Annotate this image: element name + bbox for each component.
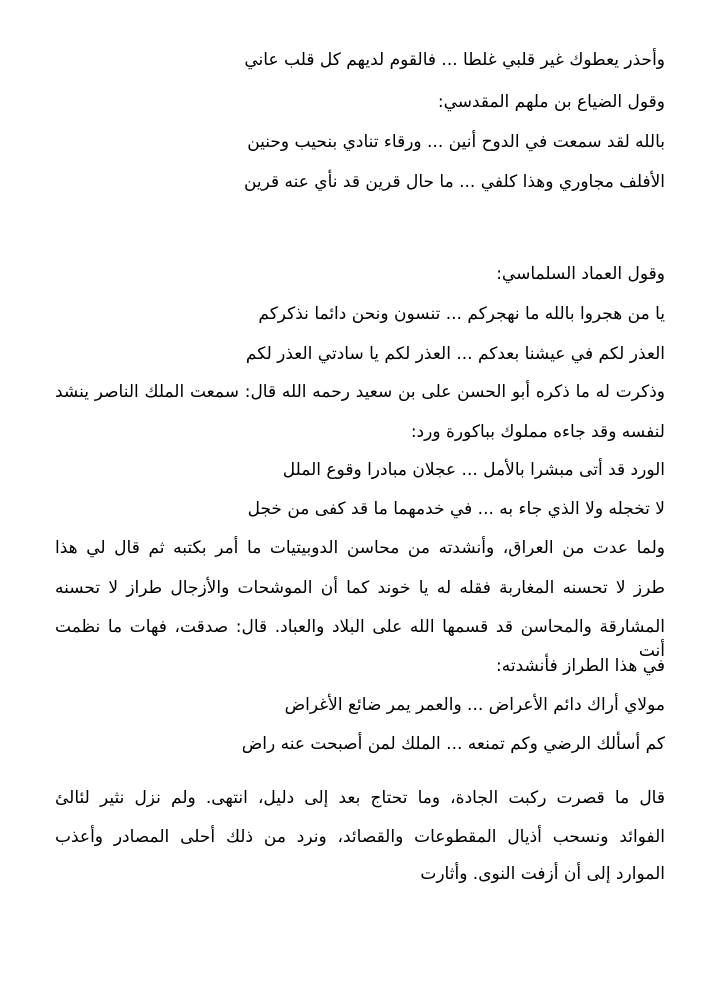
verse-line: وأحذر يعطوك غير قلبي غلطا ... فالقوم لديهم كل قلب عاني — [244, 50, 665, 70]
paragraph-line: المشارقة والمحاسن قد قسمها الله على البلاد والعباد. قال: صدقت، فهات ما نظمت أنت — [55, 617, 665, 661]
verse-line: بالله لقد سمعت في الدوح أنين ... ورقاء تنادي بنحيب وحنين — [247, 132, 665, 152]
verse-line: يا من هجروا بالله ما نهجركم ... تنسون ونحن دائما نذكركم — [258, 304, 665, 324]
paragraph-line: ولما عدت من العراق، وأنشدته من محاسن الدوبيتيات ما أمر بكتبه ثم قال لي هذا — [55, 538, 665, 558]
paragraph-line: لنفسه وقد جاءه مملوك بباكورة ورد: — [410, 422, 665, 442]
text-line: وقول العماد السلماسي: — [496, 264, 665, 284]
verse-line: الورد قد أتى مبشرا بالأمل ... عجلان مبادرا وقوع الملل — [282, 460, 665, 480]
paragraph-line: الموارد إلى أن أزفت النوى. وأثارت — [420, 864, 665, 884]
verse-line: كم أسألك الرضي وكم تمنعه ... الملك لمن أصبحت عنه راض — [241, 734, 665, 754]
verse-line: مولاي أراك دائم الأعراض ... والعمر يمر ضائع الأغراض — [284, 695, 665, 715]
verse-line: العذر لكم في عيشنا بعدكم ... العذر لكم يا سادتي العذر لكم — [245, 344, 665, 364]
text-line: وقول الضياع بن ملهم المقدسي: — [437, 92, 665, 112]
paragraph-line: في هذا الطراز فأنشدته: — [496, 656, 665, 676]
paragraph-line: الفوائد ونسحب أذيال المقطوعات والقصائد، ونرد من ذلك أحلى المصادر وأعذب — [55, 827, 665, 847]
verse-line: لا تخجله ولا الذي جاء به ... في خدمهما ما قد كفى من خجل — [247, 499, 665, 519]
paragraph-line: طرز لا تحسنه المغاربة فقله له يا خوند كما أن الموشحات والأزجال طراز لا تحسنه — [55, 578, 665, 598]
paragraph-line: وذكرت له ما ذكره أبو الحسن على بن سعيد رحمه الله قال: سمعت الملك الناصر ينشد — [55, 382, 665, 402]
verse-line: الأفلف مجاوري وهذا كلفي ... ما حال قرين قد نأي عنه قرين — [243, 172, 665, 192]
paragraph-line: قال ما قصرت ركبت الجادة، وما تحتاج بعد إلى دليل، انتهى. ولم نزل نثير لئالئ — [55, 788, 665, 808]
